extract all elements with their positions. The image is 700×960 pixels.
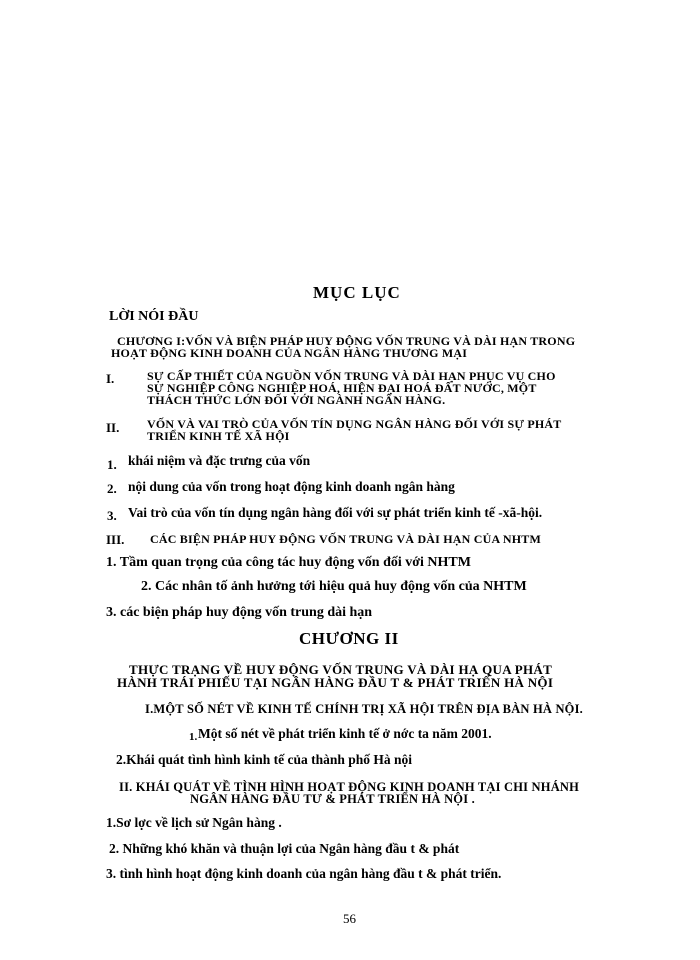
item-2-number: 2. [107, 481, 117, 496]
page-number: 56 [343, 911, 356, 926]
ch2-section-1-item-1-text: Một số nét về phát triển kinh tế ở nớc ta năm 2001. [198, 726, 492, 741]
item-3-text: Vai trò của vốn tín dụng ngân hàng đối với sự phát triển kinh tế -xã-hội. [128, 505, 543, 520]
ch2-section-2-item-2: 2. Những khó khăn và thuận lợi của Ngân hàng đầu t & phát [109, 841, 460, 856]
section-2-number: II. [106, 420, 120, 435]
chapter-1-title-line-2: HOẠT ĐỘNG KINH DOANH CỦA NGÂN HÀNG THƯƠNG MẠI [111, 346, 468, 360]
subitem-2: 2. Các nhân tố ảnh hưởng tới hiệu quả huy động vốn của NHTM [141, 579, 527, 594]
intro-heading: LỜI NÓI ĐẦU [109, 309, 199, 324]
chapter-2-heading: CHƯƠNG II [299, 629, 399, 648]
chapter-2-subtitle-line-2: HÀNH TRÁI PHIẾU TẠI NGÂN HÀNG ĐẦU T & PHÁT TRIỂN HÀ NỘI [117, 675, 554, 690]
ch2-section-1-title: I.MỘT SỐ NÉT VỀ KINH TẾ CHÍNH TRỊ XÃ HỘI TRÊN ĐỊA BÀN HÀ NỘI. [145, 702, 583, 716]
section-2-line-2: TRIỂN KINH TẾ XÃ HỘI [147, 429, 290, 443]
subitem-3: 3. các biện pháp huy động vốn trung dài hạn [106, 605, 373, 620]
section-1-line-3: THÁCH THỨC LỚN ĐỐI VỚI NGÀNH NGÂN HÀNG. [147, 393, 446, 407]
item-3-number: 3. [107, 508, 117, 523]
chapter-1-title-line-1: CHƯƠNG I:VỐN VÀ BIỆN PHÁP HUY ĐỘNG VỐN TRUNG VÀ DÀI HẠN TRONG [117, 334, 576, 348]
chapter-2-subtitle-line-1: THỰC TRẠNG VỀ HUY ĐỘNG VỐN TRUNG VÀ DÀI HẠ QUA PHÁT [129, 662, 553, 677]
section-3-text: CÁC BIỆN PHÁP HUY ĐỘNG VỐN TRUNG VÀ DÀI HẠN CỦA NHTM [150, 532, 541, 546]
section-1-line-2: SỰ NGHIỆP CÔNG NGHIỆP HOÁ, HIỆN ĐẠI HOÁ ĐẤT NƯỚC, MỘT [147, 381, 537, 395]
section-1-number: I. [106, 371, 115, 386]
ch2-section-1-item-2: 2.Khái quát tình hình kinh tế của thành phố Hà nội [116, 752, 412, 767]
item-1-text: khái niệm và đặc trưng của vốn [128, 453, 311, 468]
ch2-section-2-item-3: 3. tình hình hoạt động kinh doanh của ngân hàng đầu t & phát triển. [106, 866, 502, 881]
subitem-1: 1. Tầm quan trọng của công tác huy động vốn đối với NHTM [106, 555, 471, 570]
toc-title: MỤC LỤC [313, 283, 401, 302]
section-3-number: III. [106, 532, 125, 547]
ch2-section-2-title-line-2: NGÂN HÀNG ĐẦU TƯ & PHÁT TRIỂN HÀ NỘI . [190, 792, 475, 806]
ch2-section-2-item-1: 1.Sơ lợc về lịch sử Ngân hàng . [106, 815, 282, 830]
item-1-number: 1. [107, 457, 117, 472]
section-2-line-1: VỐN VÀ VAI TRÒ CỦA VỐN TÍN DỤNG NGÂN HÀNG ĐỐI VỚI SỰ PHÁT [147, 417, 562, 431]
item-2-text: nội dung của vốn trong hoạt động kinh doanh ngân hàng [128, 479, 455, 494]
ch2-section-2-title-line-1: II. KHÁI QUÁT VỀ TÌNH HÌNH HOẠT ĐỘNG KINH DOANH TẠI CHI NHÁNH [119, 780, 580, 794]
ch2-section-1-item-1-number: 1. [189, 731, 198, 743]
section-1-line-1: SỰ CẤP THIẾT CỦA NGUỒN VỐN TRUNG VÀ DÀI HẠN PHỤC VỤ CHO [147, 369, 556, 383]
